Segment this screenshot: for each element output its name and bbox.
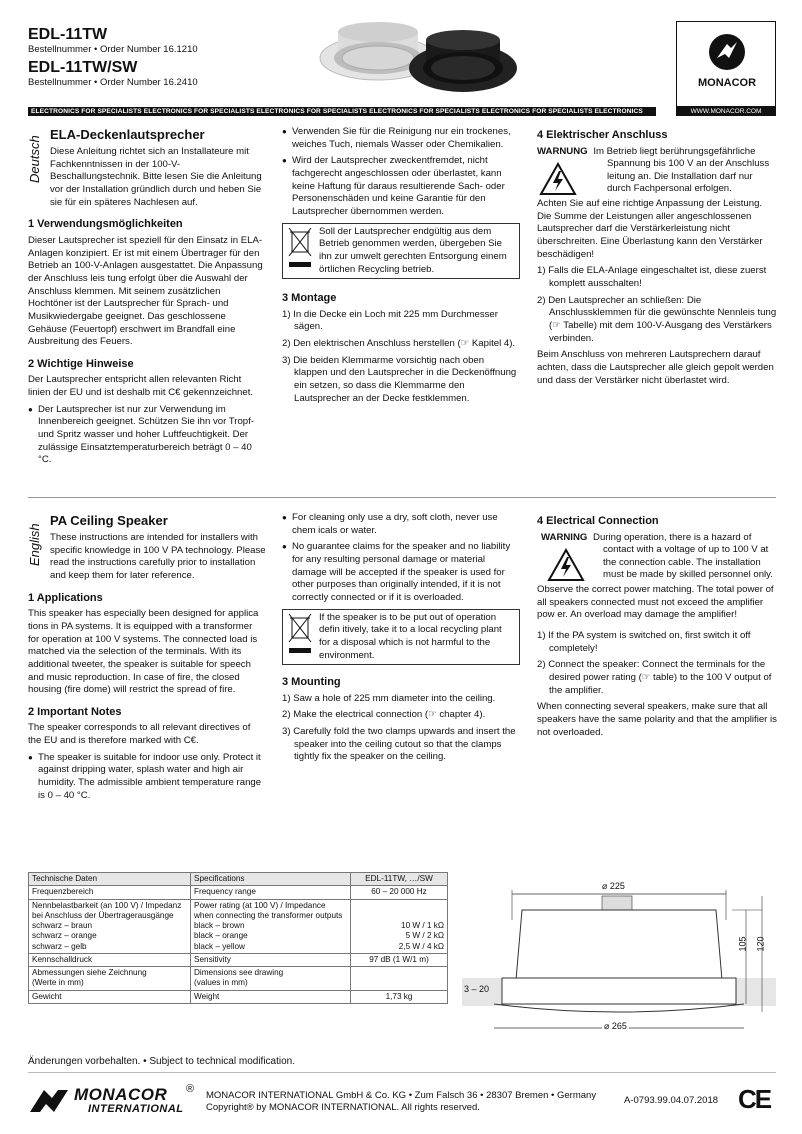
monacor-logo-icon [28,1088,70,1114]
cell-line: black – orange [194,931,248,941]
header-models [28,26,198,88]
lang-label-en: English [27,523,42,566]
table-cell [351,967,448,991]
monacor-logo-icon [707,32,747,72]
de-warn-text: Im Betrieb liegt berührungsgefährliche Spannung bis 100 V an der Anschluss leitung an. Die Installation darf nur durch Fachpersonal erfolgen. [593,145,770,195]
de-s1-title: 1 Verwendungsmöglichkeiten [28,218,183,231]
table-cell [29,967,191,991]
de-s2-bullet-1: ● Der Lautsprecher ist nur zur Verwendung im Innenbereich geeignet. Schützen Sie ihn vor Tropf- und Spritz wasser und hoher Luftfeuchtigkeit. Der zulässige Einsatztemperaturbereich beträgt 0 – 40 °C. [28,404,266,467]
table-row [29,953,448,966]
table-cell: Frequenzbereich [29,886,191,899]
en-s4-title: 4 Electrical Connection [537,515,659,527]
table-cell: 97 dB (1 W/1 m) [351,953,448,966]
table-cell: 60 – 20 000 Hz [351,886,448,899]
cell-line: Dimensions see drawing [194,968,284,977]
registered-mark: ® [186,1083,195,1095]
warning-triangle-icon [539,162,577,196]
footer-divider [28,1072,776,1073]
product-photo [318,18,518,100]
en-column-3 [537,512,777,743]
de-s4-text: Achten Sie auf eine richtige Anpassung der Leistung. Die Summe der Leistungen aller angeschlossenen Lautsprecher darf die Verstärkerleistung nicht überschreiten. Eine Überlastung kann den Verstärker beschädigen! [537,198,763,260]
table-header-de: Technische Daten [29,873,191,886]
de-s4-step-1: 1) Falls die ELA-Anlage eingeschaltet ist, diese zuerst komplett ausschalten! [537,265,767,290]
table-row [29,990,448,1003]
cell-line: schwarz – gelb [32,941,87,951]
de-s2-bullet-3: ● Wird der Lautsprecher zweckentfremdet, nicht fachgerecht angeschlossen oder überlastet, kann keine Haftung für daraus resultierende Sach- oder Personenschäden und keine Garantie für den Lautsprecher übernommen werden. [282,155,520,218]
model-2: EDL-11TW/SW [28,58,138,76]
de-s3-step-1: 1) In die Decke ein Loch mit 225 mm Durchmesser sägen. [282,308,498,333]
de-column-2 [282,126,520,409]
en-s1-title: 1 Applications [28,591,103,604]
en-title: PA Ceiling Speaker [50,513,168,528]
table-cell: Frequency range [191,886,351,899]
cell-line: bei Anschluss der Übertragerausgänge [32,910,174,920]
cell-line: black – brown [194,921,245,930]
dim-thickness: 3 – 20 [464,984,490,994]
cell-line: (values in mm) [194,978,248,988]
brand-url[interactable]: WWW.MONACOR.COM [676,107,776,116]
cell-line: 5 W / 2 kΩ [405,931,444,941]
model-1: EDL-11TW [28,26,108,43]
table-cell [351,899,448,953]
en-s3-step-2: 2) Make the electrical connection (☞ chapter 4). [282,709,486,721]
table-row [29,899,448,953]
table-row [29,967,448,991]
order-2: Bestellnummer • Order Number 16.2410 [28,76,198,88]
en-s3-title: 3 Mounting [282,676,341,689]
en-warning [537,532,777,583]
de-s2-text: Der Lautsprecher entspricht allen relevanten Richt linien der EU und ist deshalb mit C€ gekennzeichnet. [28,374,254,399]
de-warn-label: WARNUNG [537,145,588,157]
de-s2-bullet-2: ● Verwenden Sie für die Reinigung nur ein trockenes, weiches Tuch, niemals Wasser oder Chemikalien. [282,126,520,151]
document-code: A-0793.99.04.07.2018 [624,1095,719,1106]
table-header-en: Specifications [191,873,351,886]
de-warning [537,146,777,197]
de-s3-title: 3 Montage [282,292,337,305]
en-warn-label: WARNING [541,531,588,543]
en-s4-end: When connecting several speakers, make sure that all speakers have the same polarity and that the amplifier is not overloaded. [537,701,777,738]
cell-line: Nennbelastbarkeit (an 100 V) / Impedanz [32,900,182,910]
footer-brand-sub: INTERNATIONAL [88,1103,184,1115]
dimension-drawing [462,880,777,1040]
section-divider [28,497,776,498]
table-row [29,886,448,899]
en-s1-text: This speaker has especially been designed for applica tions in PA systems. It is equipped with a transformer for operation at 100 V systems. The connected load is matched via the selection of the terminals. With its additional tweeter, the speaker is suitable for speech and music reproduction. In case of fire, the closed housing (fire dome) will restrict the spread of fire. [28,608,259,696]
en-warn-text: During operation, there is a hazard of contact with a voltage of up to 100 V at the connection cable. The installation must be made by skilled personnel only. [593,531,773,581]
en-s4-text: Observe the correct power matching. The total power of all speakers connected must not exceed the amplifier pow er. An overload may damage the amplifier! [537,584,774,621]
table-cell: 1,73 kg [351,990,448,1003]
footer-address-block [206,1090,596,1114]
table-cell [191,967,351,991]
speaker-drawing [462,880,777,1040]
en-s4-step-2: 2) Connect the speaker: Connect the terminals for the desired power rating (☞ table) to the 100 V output of the amplifier. [537,659,772,696]
de-column-3 [537,126,777,391]
table-row [29,873,448,886]
brand-box [676,21,776,107]
en-column-1 [28,512,266,806]
en-recycle-text: If the speaker is to be put out of operation defin itively, take it to a local recycling plant for a disposal which is not harmful to the environment. [319,611,502,661]
en-s2-bullet-2: ● For cleaning only use a dry, soft cloth, never use chem icals or water. [282,512,520,537]
en-s2-text: The speaker corresponds to all relevant directives of the EU and is therefore marked with C€. [28,722,251,747]
table-header-model: EDL-11TW, …/SW [351,873,448,886]
cell-line: (Werte in mm) [32,978,84,988]
cell-line: schwarz – braun [32,921,93,930]
dim-d225: ⌀ 225 [602,881,625,891]
table-cell: Gewicht [29,990,191,1003]
de-s3-step-3: 3) Die beiden Klemmarme vorsichtig nach oben klappen und den Lautsprecher in die Deckenöffnung ein setzen, so dass die Klemmarme den Lautsprecher an der Decke festklemmen. [282,354,517,404]
de-s3-step-2: 2) Den elektrischen Anschluss herstellen (☞ Kapitel 4). [282,338,516,350]
table-cell: Weight [191,990,351,1003]
ce-mark: CE [738,1084,771,1114]
cell-line: black – yellow [194,941,245,951]
footer-brand-name: MONACOR [74,1085,168,1104]
dim-h120: 120 [755,936,766,952]
de-recycle-box [282,223,520,280]
order-1: Bestellnummer • Order Number 16.1210 [28,43,198,55]
de-recycle-text: Soll der Lautsprecher endgültig aus dem Betrieb genommen werden, übergeben Sie ihn zur umwelt gerechten Entsorgung einem örtlichen Recycling betrieb. [319,225,507,275]
table-cell [191,899,351,953]
de-s2-title: 2 Wichtige Hinweise [28,357,134,370]
specialists-band: ELECTRONICS FOR SPECIALISTS ELECTRONICS FOR SPECIALISTS ELECTRONICS FOR SPECIALISTS ELECTRONICS FOR SPECIALISTS ELECTRONICS FOR SPECIALISTS ELECTRONICS [28,107,656,116]
en-s2-bullet-1: ● The speaker is suitable for indoor use only. Protect it against dripping water, splash water and high air humidity. The admissible ambient temperature range is 0 – 40 °C. [28,752,266,803]
table-cell [29,899,191,953]
de-s4-title: 4 Elektrischer Anschluss [537,129,668,141]
de-s1-text: Dieser Lautsprecher ist speziell für den Einsatz in ELA-Anlagen konzipiert. Er ist mit einem Übertrager für den Betrieb an 100-V-Anlagen ausgestattet. Die Anpassung der Anschluss leis tung erfolgt über die Auswahl der Anschluss klemmen. Mit seinem zusätzlichen Hochtöner ist der Lautsprecher für Sprach- und Musikwiedergabe geeignet. Das geschlossene Gehäuse (Feuertopf) erschwert im Brandfall eine Ausbreitung des Feuers. [28,234,263,348]
dim-d265: ⌀ 265 [604,1021,627,1031]
en-intro: These instructions are intended for installers with specific knowledge in 100 V PA technology. Please read the instructions carefully prior to installation and keep them for later reference. [50,532,266,582]
cell-line: schwarz – orange [32,931,97,941]
en-s4-step-1: 1) If the PA system is switched on, first switch it off completely! [537,630,751,654]
cell-line: Abmessungen siehe Zeichnung [32,968,147,977]
recycle-bin-icon [287,226,313,270]
en-s2-bullet-3: ● No guarantee claims for the speaker and no liability for any resulting personal damage or material damage will be accepted if the speaker is used for other purposes than originally intended, if it is not correctly connected or if it is overloaded. [282,541,520,604]
footer-brand [28,1084,198,1118]
spec-table [28,872,448,1004]
brand-name: MONACOR [697,77,757,89]
dim-h105: 105 [737,936,748,952]
footer-copyright: Copyright® by MONACOR INTERNATIONAL. All rights reserved. [206,1101,480,1113]
table-cell: Sensitivity [191,953,351,966]
cell-line: 2,5 W / 4 kΩ [398,941,444,951]
de-column-1 [28,126,266,471]
en-s2-title: 2 Important Notes [28,705,122,718]
lang-label-de: Deutsch [27,135,42,183]
en-s3-step-3: 3) Carefully fold the two clamps upwards and insert the speaker into the ceiling cutout so that the clamps tightly fix the speaker on the ceiling. [282,726,516,763]
de-title: ELA-Deckenlautsprecher [50,127,205,142]
warning-triangle-icon [547,548,585,582]
en-recycle-box [282,609,520,666]
cell-line: 10 W / 1 kΩ [401,921,444,930]
cell-line: Power rating (at 100 V) / Impedance when connecting the transformer outputs [194,900,343,920]
recycle-bin-icon [287,612,313,656]
table-cell: Kennschalldruck [29,953,191,966]
footer-address: MONACOR INTERNATIONAL GmbH & Co. KG • Zum Falsch 36 • 28307 Bremen • Germany [206,1090,597,1101]
en-column-2 [282,512,520,768]
de-s4-end: Beim Anschluss von mehreren Lautsprechern darauf achten, dass die Lautsprecher alle gleich gepolt werden und dass der Verstärker nicht überlastet wird. [537,349,774,386]
modification-note: Änderungen vorbehalten. • Subject to technical modification. [28,1056,296,1067]
en-s3-step-1: 1) Saw a hole of 225 mm diameter into the ceiling. [282,692,496,704]
de-intro: Diese Anleitung richtet sich an Installateure mit Fachkenntnissen in der 100-V-Beschallungstechnik. Bitte lesen Sie die Anleitung vor der Installation gründlich durch und heben Sie sie für ein späteres Nachlesen auf. [50,146,262,208]
de-s4-step-2: 2) Den Lautsprecher an schließen: Die Anschlussklemmen für die gewünschte Nennleis tung (☞ Tabelle) mit dem 100-V-Ausgang des Verstärkers verbinden. [537,294,777,344]
